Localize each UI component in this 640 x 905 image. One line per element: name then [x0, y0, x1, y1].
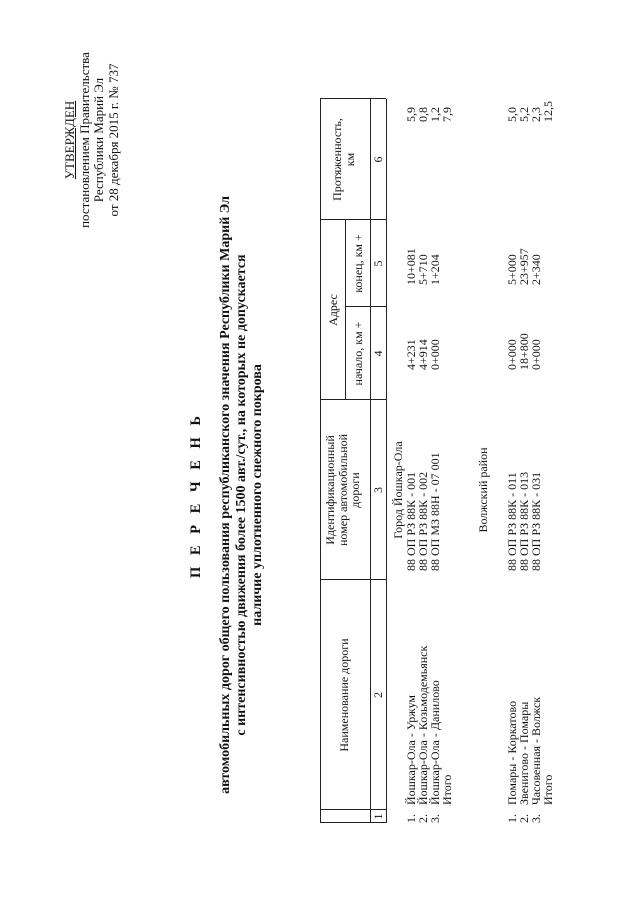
- address-end: 2+340: [529, 254, 543, 285]
- road-length: 2,3: [529, 107, 543, 122]
- row-number: 3.: [428, 814, 442, 823]
- road-name: Йошкар-Ола - Данилово: [428, 680, 442, 805]
- title-heading: П Е Р Е Ч Е Н Ь: [188, 411, 204, 579]
- road-id: 88 ОП РЗ 88К - 013: [517, 471, 531, 571]
- address-start: 4+914: [416, 339, 430, 370]
- column-number: 1: [371, 813, 385, 820]
- header-length: Протяженность, км: [330, 118, 357, 201]
- road-name: Звенигово - Помары: [517, 701, 531, 805]
- road-id: 88 ОП РЗ 88К - 031: [529, 471, 543, 571]
- section-heading: Волжский район: [476, 447, 490, 533]
- column-number: 6: [371, 156, 385, 163]
- table-border: [370, 99, 371, 823]
- column-number: 2: [371, 692, 385, 698]
- header-road-name: Наименование дороги: [337, 638, 351, 752]
- address-end: 10+081: [404, 248, 418, 285]
- header-id-number: Идентификационный номер автомобильной дороги: [323, 433, 362, 547]
- document-title: [188, 185, 266, 805]
- approval-heading: УТВЕРЖДЕН: [62, 100, 77, 180]
- row-number: 3.: [529, 814, 543, 823]
- road-id: 88 ОП РЗ 88К - 011: [505, 472, 519, 571]
- address-end: 1+204: [428, 254, 442, 285]
- address-start: 18+800: [517, 333, 531, 370]
- column-number: 4: [371, 350, 385, 357]
- road-id: 88 ОП МЗ 88Н - 07 001: [428, 452, 442, 571]
- road-length: 5,9: [404, 107, 418, 122]
- header-address: Адрес: [326, 294, 340, 326]
- address-start: 0+000: [505, 339, 519, 370]
- road-name: Часовенная - Волжск: [529, 696, 543, 805]
- address-start: 0+000: [428, 339, 442, 370]
- address-start: 4+231: [404, 339, 418, 370]
- column-number: 5: [371, 260, 385, 267]
- title-line: наличие уплотненного снежного покрова: [250, 364, 265, 626]
- approval-line: постановлением Правительства: [76, 52, 92, 228]
- road-length: 5,0: [505, 107, 519, 122]
- section-heading: Город Йошкар-Ола: [391, 441, 405, 539]
- road-name: Помары - Коркатово: [505, 700, 519, 805]
- address-end: 5+000: [505, 254, 519, 285]
- table-border: [320, 99, 321, 823]
- title-line: с интенсивностью движения более 1500 авт./сут., на которых не допускается: [234, 254, 249, 736]
- address-end: 5+710: [416, 254, 430, 285]
- approval-block: [63, 35, 121, 245]
- road-name: Йошкар-Ола - Уржум: [404, 694, 418, 805]
- row-number: 1.: [404, 814, 418, 823]
- approval-line: Республики Марий Эл: [91, 77, 106, 203]
- road-name: Йошкар-Ола - Козьмодемьянск: [416, 645, 430, 805]
- approval-line: от 28 декабря 2015 г. № 737: [105, 63, 121, 217]
- table-border: [345, 220, 346, 400]
- row-number: 1.: [505, 814, 519, 823]
- header-end: конец, км +: [351, 234, 365, 293]
- road-id: 88 ОП РЗ 88К - 002: [416, 471, 430, 571]
- address-end: 23+957: [517, 248, 531, 285]
- row-number: 2.: [416, 814, 430, 823]
- address-start: 0+000: [529, 339, 543, 370]
- road-id: 88 ОП РЗ 88К - 001: [404, 471, 418, 571]
- road-length: 5,2: [517, 107, 531, 122]
- title-line: автомобильных дорог общего пользования республиканского значения Республики Марий Эл: [218, 196, 233, 794]
- total-length: 12,5: [541, 101, 555, 122]
- table-border: [386, 99, 387, 823]
- road-length: 1,2: [428, 107, 442, 122]
- row-number: 2.: [517, 814, 531, 823]
- total-length: 7,9: [440, 107, 454, 122]
- total-label: Итого: [541, 774, 555, 805]
- total-label: Итого: [440, 774, 454, 805]
- road-length: 0,8: [416, 107, 430, 122]
- column-number: 3: [371, 487, 385, 493]
- header-start: начало, км +: [351, 321, 365, 386]
